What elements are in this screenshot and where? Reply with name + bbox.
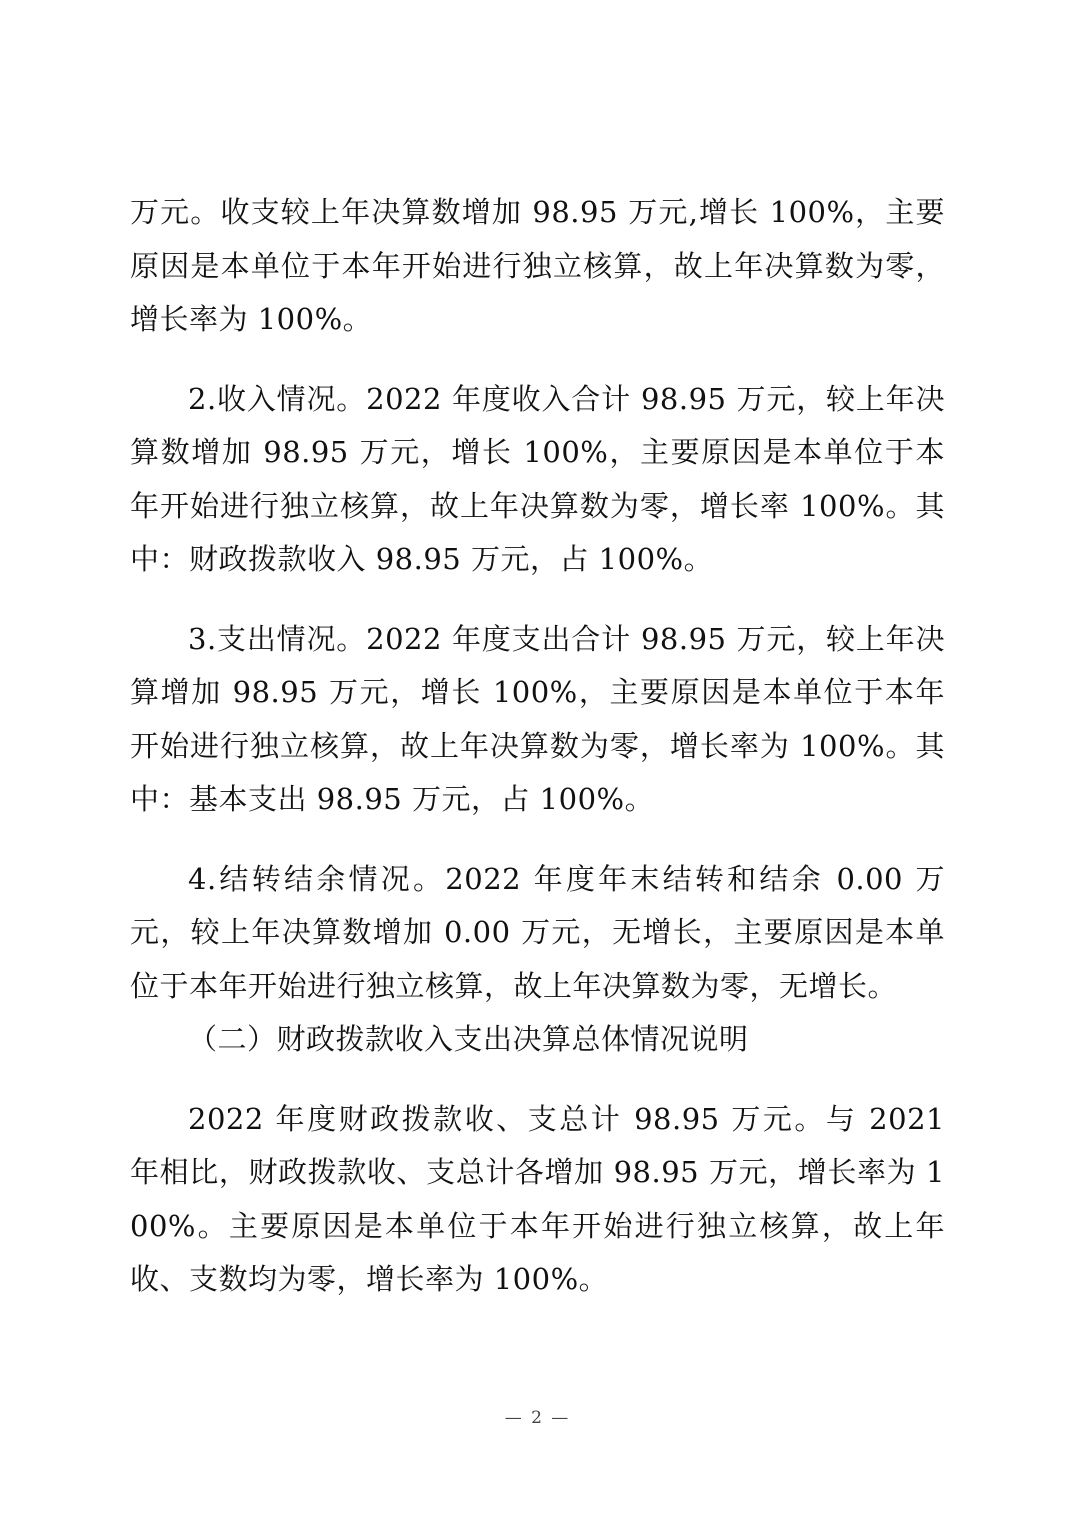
paragraph-income-status: 2.收入情况。2022 年度收入合计 98.95 万元，较上年决算数增加 98.95 万元，增长 100%，主要原因是本单位于本年开始进行独立核算，故上年决算数为零，增长率 100%。其中：财政拨款收入 98.95 万元，占 100%。 bbox=[130, 381, 945, 576]
paragraph-fiscal-appropriation-summary: 2022 年度财政拨款收、支总计 98.95 万元。与 2021 年相比，财政拨款收、支总计各增加 98.95 万元，增长率为 100%。主要原因是本单位于本年开始进行独立核算，故上年收、支数均为零，增长率为 100%。 bbox=[130, 1101, 945, 1296]
paragraph-carryover-status: 4.结转结余情况。2022 年度年末结转和结余 0.00 万元，较上年决算数增加 0.00 万元，无增长，主要原因是本单位于本年开始进行独立核算，故上年决算数为零，无增长。 bbox=[130, 861, 945, 1003]
paragraph-income-expense-summary: 万元。收支较上年决算数增加 98.95 万元,增长 100%，主要原因是本单位于本年开始进行独立核算，故上年决算数为零，增长率为 100%。 bbox=[130, 195, 945, 336]
page-number: — 2 — bbox=[504, 1408, 571, 1428]
paragraph-expenditure-status: 3.支出情况。2022 年度支出合计 98.95 万元，较上年决算增加 98.95 万元，增长 100%，主要原因是本单位于本年开始进行独立核算，故上年决算数为零，增长率为 100%。其中：基本支出 98.95 万元，占 100%。 bbox=[130, 621, 945, 816]
section-heading: （二）财政拨款收入支出决算总体情况说明 bbox=[188, 1022, 749, 1056]
document-body bbox=[130, 186, 945, 1307]
